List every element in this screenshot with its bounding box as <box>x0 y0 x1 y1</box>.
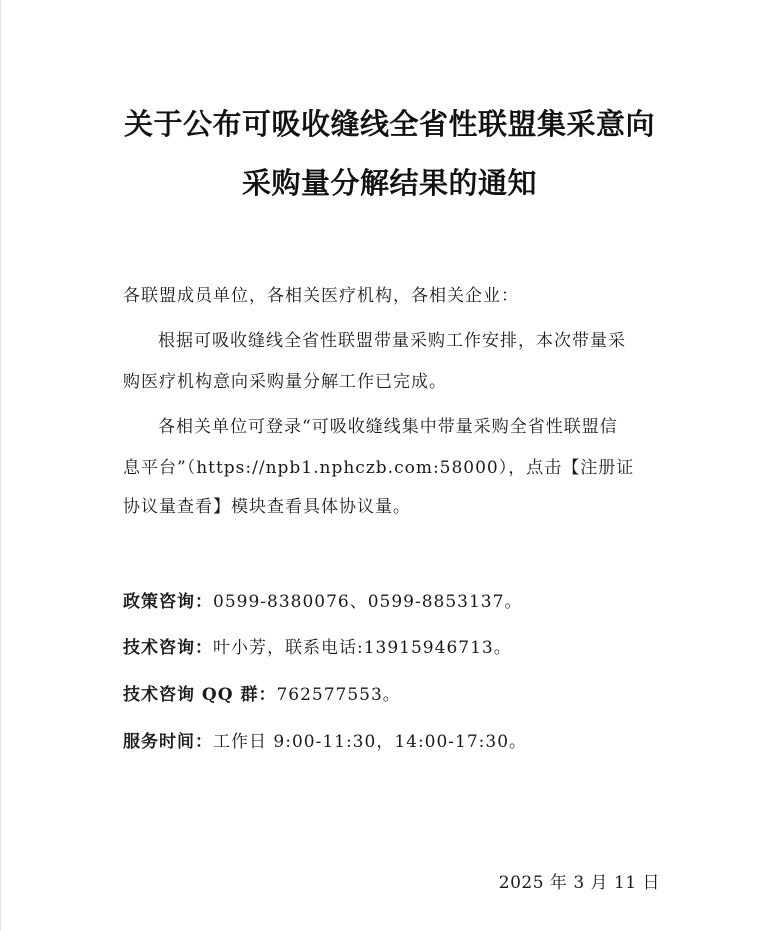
service-hours <box>123 730 668 754</box>
service-hours-value: 工作日 9:00-11:30，14:00-17:30。 <box>213 732 528 752</box>
contact-qq <box>123 683 668 707</box>
document-date: 2025 年 3 月 11 日 <box>498 873 660 893</box>
contact-policy-label: 政策咨询： <box>123 592 213 612</box>
contact-tech-value: 叶小芳，联系电话:13915946713。 <box>213 638 512 658</box>
paragraph-2-line-1: 各相关单位可登录“可吸收缝线集中带量采购全省性联盟信 <box>158 417 618 437</box>
salutation: 各联盟成员单位，各相关医疗机构，各相关企业： <box>123 286 519 306</box>
document-title-line-1: 关于公布可吸收缝线全省性联盟集采意向 <box>123 107 655 141</box>
contact-tech <box>123 636 668 660</box>
paragraph-1-line-1: 根据可吸收缝线全省性联盟带量采购工作安排，本次带量采 <box>158 331 626 351</box>
paragraph-2-line-2: 息平台”（https://npb1.nphczb.com:58000），点击【注册证 <box>123 458 635 478</box>
contact-policy <box>123 590 668 614</box>
contact-policy-value: 0599-8380076、0599-8853137。 <box>213 592 523 612</box>
document-title-line-2: 采购量分解结果的通知 <box>241 166 537 200</box>
contact-qq-value: 762577553。 <box>276 685 401 705</box>
paragraph-1-line-2: 购医疗机构意向采购量分解工作已完成。 <box>123 372 447 392</box>
service-hours-label: 服务时间： <box>123 732 213 752</box>
contact-qq-label: 技术咨询 QQ 群： <box>123 685 277 705</box>
paragraph-2-line-3: 协议量查看】模块查看具体协议量。 <box>123 497 411 517</box>
contact-tech-label: 技术咨询： <box>123 638 213 658</box>
